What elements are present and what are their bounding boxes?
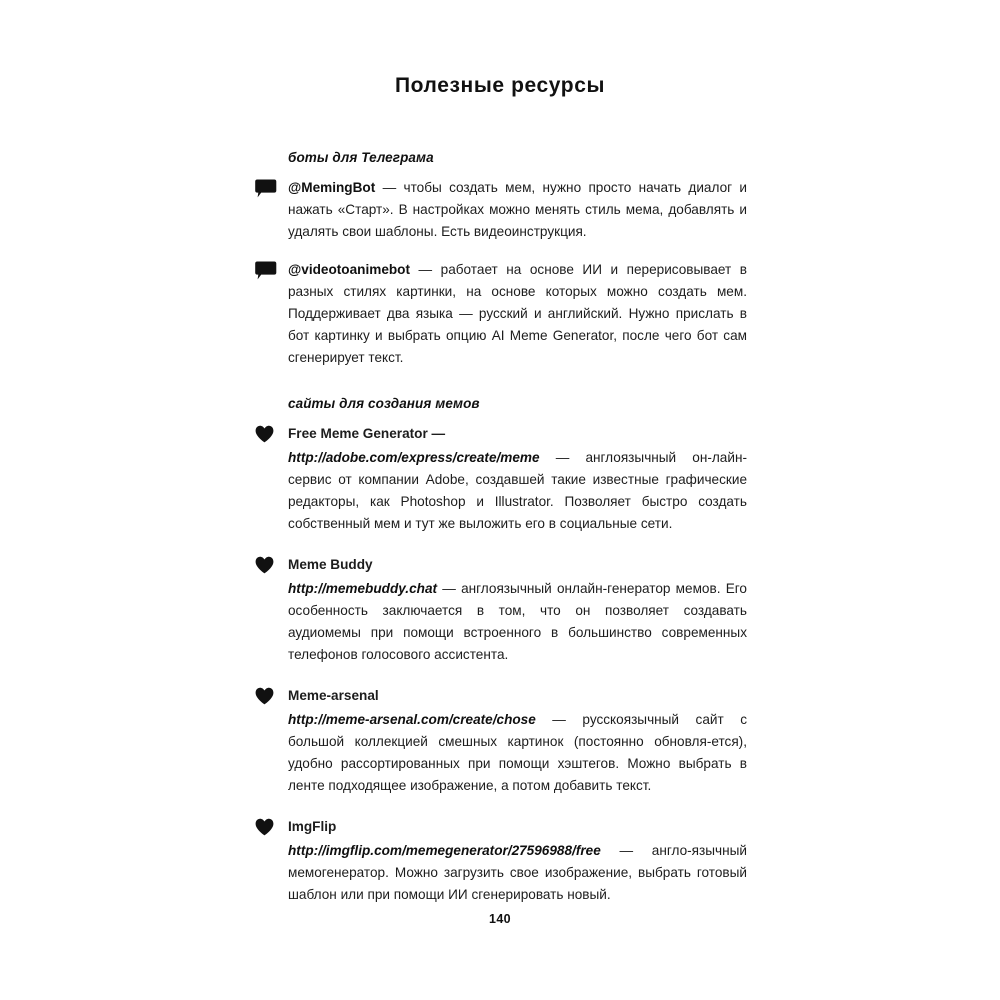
site-description <box>288 840 747 906</box>
site-description <box>288 709 747 797</box>
site-name: Meme-arsenal <box>288 688 379 704</box>
list-item-text <box>288 259 747 369</box>
site-url[interactable]: http://meme-arsenal.com/create/chose <box>288 712 536 728</box>
page-content <box>255 150 747 925</box>
site-body-text: англо-язычный мемогенератор. Можно загрузить свое изображение, выбрать готовый шаблон или при помощи ИИ сгенерировать новый. <box>288 843 747 903</box>
list-item <box>255 685 747 797</box>
site-body-text: русскоязычный сайт с большой коллекцией смешных картинок (постоянно обновля-ется), удобно рассортированных при помощи хэштегов. Можно выбрать в ленте подходящее изображение, а потом добавить текст. <box>288 712 747 794</box>
section-heading-meme-sites: сайты для создания мемов <box>288 396 480 412</box>
list-item <box>255 554 747 666</box>
list-item-body: чтобы создать мем, нужно просто начать диалог и нажать «Старт». В настройках можно менять стиль мема, добавлять и удалять свои шаблоны. Есть видеоинструкция. <box>288 180 747 240</box>
site-description <box>288 578 747 666</box>
page-title: Полезные ресурсы <box>394 74 606 98</box>
site-url[interactable]: http://memebuddy.chat <box>288 581 438 597</box>
list-item <box>255 423 747 535</box>
site-body-text: англоязычный он-лайн-сервис от компании Adobe, создавшей такие известные графические редакторы, как Photoshop и Illustrator. Позволяет быстро создать собственный мем и тут же выложить его в социальные сети. <box>288 450 747 532</box>
speech-bubble-icon <box>255 261 277 281</box>
dash: — <box>437 581 462 597</box>
site-name: Free Meme Generator — <box>288 426 446 442</box>
dash: — <box>410 262 441 278</box>
list-item <box>255 177 747 243</box>
heart-icon <box>255 425 277 445</box>
page-number: 140 <box>488 912 512 926</box>
list-item <box>255 259 747 369</box>
heart-icon <box>255 818 277 838</box>
bot-handle: @MemingBot <box>288 180 376 195</box>
heart-icon <box>255 687 277 707</box>
list-item-body: работает на основе ИИ и перерисовывает в разных стилях картинки, на основе которых можно создать мем. Поддерживает два языка — русский и английский. Нужно прислать в бот картинку и выбрать опцию AI Meme Generator, после чего бот сам сгенерирует текст. <box>288 262 747 366</box>
list-item-text <box>288 177 747 243</box>
dash: — <box>535 712 583 728</box>
site-name: Meme Buddy <box>288 557 373 573</box>
bot-handle: @videotoanimebot <box>288 262 411 278</box>
heart-icon <box>255 556 277 576</box>
site-description <box>288 447 747 535</box>
site-body-text: англоязычный онлайн-генератор мемов. Его особенность заключается в том, что он позволяет создавать аудиомемы при помощи встроенного в большинство современных телефонов голосового ассистента. <box>288 581 747 663</box>
dash: — <box>539 450 586 466</box>
site-name: ImgFlip <box>288 819 337 835</box>
dash: — <box>600 843 652 859</box>
speech-bubble-icon <box>255 179 277 199</box>
dash: — <box>375 180 404 195</box>
section-heading-telegram-bots: боты для Телеграма <box>288 150 434 165</box>
site-url[interactable]: http://imgflip.com/memegenerator/27596988/free <box>288 843 601 859</box>
list-item <box>255 816 747 906</box>
site-url[interactable]: http://adobe.com/express/create/meme <box>288 450 540 466</box>
